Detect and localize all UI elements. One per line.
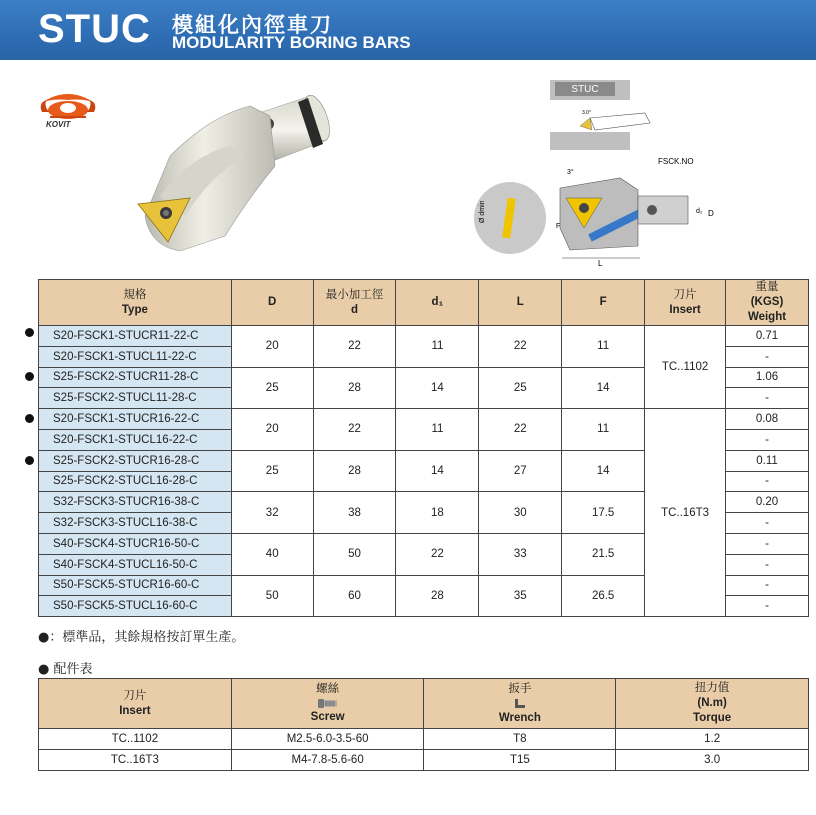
d1-cell: 28 bbox=[396, 575, 479, 617]
col-F: F bbox=[562, 280, 645, 326]
technical-drawing bbox=[470, 78, 730, 268]
drawing-D: D bbox=[708, 209, 714, 218]
acc-torque-cell: 1.2 bbox=[616, 729, 809, 750]
acc-wrench-cell: T8 bbox=[424, 729, 616, 750]
type-cell: S50-FSCK5-STUCR16-60-C bbox=[39, 575, 232, 596]
L-cell: 27 bbox=[479, 450, 562, 492]
acc-insert-cell: TC..1102 bbox=[39, 729, 232, 750]
min-d-cell: 50 bbox=[313, 533, 396, 575]
type-cell: S20-FSCK1-STUCR11-22-C bbox=[39, 326, 232, 347]
col-insert: 刀片 Insert bbox=[645, 280, 726, 326]
accessories-title: ● 配件表 bbox=[38, 662, 93, 677]
L-cell: 25 bbox=[479, 367, 562, 409]
product-code: STUC bbox=[38, 7, 151, 51]
drawing-L: L bbox=[598, 259, 603, 268]
drawing-F: F bbox=[556, 223, 561, 230]
col-type: 規格 Type bbox=[39, 280, 232, 326]
F-cell: 14 bbox=[562, 367, 645, 409]
type-cell: S25-FSCK2-STUCR16-28-C bbox=[39, 450, 232, 471]
type-cell: S32-FSCK3-STUCR16-38-C bbox=[39, 492, 232, 513]
title-chinese: 模組化內徑車刀 bbox=[172, 13, 333, 37]
col-min-d: 最小加工徑 d bbox=[313, 280, 396, 326]
D-cell: 20 bbox=[231, 409, 313, 451]
weight-cell: 0.08 bbox=[726, 409, 809, 430]
col-L: L bbox=[479, 280, 562, 326]
type-cell: S25-FSCK2-STUCR11-28-C bbox=[39, 367, 232, 388]
d1-cell: 22 bbox=[396, 533, 479, 575]
d1-cell: 11 bbox=[396, 409, 479, 451]
D-cell: 50 bbox=[231, 575, 313, 617]
weight-cell: - bbox=[726, 388, 809, 409]
L-cell: 30 bbox=[479, 492, 562, 534]
type-cell: S20-FSCK1-STUCL16-22-C bbox=[39, 429, 232, 450]
col-acc-insert: 刀片 Insert bbox=[39, 679, 232, 729]
min-d-cell: 60 bbox=[313, 575, 396, 617]
F-cell: 11 bbox=[562, 409, 645, 451]
min-d-cell: 22 bbox=[313, 326, 396, 368]
screw-icon bbox=[317, 698, 339, 709]
D-cell: 40 bbox=[231, 533, 313, 575]
weight-cell: - bbox=[726, 575, 809, 596]
acc-torque-cell: 3.0 bbox=[616, 750, 809, 771]
col-d1: d₁ bbox=[396, 280, 479, 326]
F-cell: 14 bbox=[562, 450, 645, 492]
standard-note: ●：標準品，其餘規格按訂單生產。 bbox=[38, 630, 245, 645]
table-row bbox=[39, 326, 809, 347]
insert-cell: TC..16T3 bbox=[645, 409, 726, 617]
standard-dot bbox=[25, 372, 34, 381]
D-cell: 25 bbox=[231, 450, 313, 492]
col-acc-screw: 螺絲 Screw bbox=[231, 679, 424, 729]
type-cell: S32-FSCK3-STUCL16-38-C bbox=[39, 513, 232, 534]
F-cell: 17.5 bbox=[562, 492, 645, 534]
weight-cell: - bbox=[726, 346, 809, 367]
col-acc-wrench: 扳手 Wrench bbox=[424, 679, 616, 729]
weight-cell: - bbox=[726, 471, 809, 492]
standard-markers bbox=[25, 326, 37, 621]
table-row bbox=[39, 409, 809, 430]
drawing-label-stuc: STUC bbox=[571, 84, 599, 95]
title-english: MODULARITY BORING BARS bbox=[172, 33, 411, 52]
drawing-angle: 3° bbox=[567, 169, 574, 176]
table-row bbox=[39, 750, 809, 771]
weight-cell: 0.71 bbox=[726, 326, 809, 347]
L-cell: 35 bbox=[479, 575, 562, 617]
drawing-d1: d₁ bbox=[696, 208, 703, 215]
d1-cell: 14 bbox=[396, 367, 479, 409]
weight-cell: - bbox=[726, 513, 809, 534]
F-cell: 26.5 bbox=[562, 575, 645, 617]
d1-cell: 18 bbox=[396, 492, 479, 534]
acc-insert-cell: TC..16T3 bbox=[39, 750, 232, 771]
weight-cell: - bbox=[726, 554, 809, 575]
standard-dot bbox=[25, 456, 34, 465]
table-row bbox=[39, 729, 809, 750]
D-cell: 25 bbox=[231, 367, 313, 409]
acc-wrench-cell: T15 bbox=[424, 750, 616, 771]
standard-dot bbox=[25, 328, 34, 337]
L-cell: 22 bbox=[479, 409, 562, 451]
min-d-cell: 28 bbox=[313, 367, 396, 409]
type-cell: S50-FSCK5-STUCL16-60-C bbox=[39, 596, 232, 617]
D-cell: 20 bbox=[231, 326, 313, 368]
type-cell: S40-FSCK4-STUCR16-50-C bbox=[39, 533, 232, 554]
L-cell: 22 bbox=[479, 326, 562, 368]
d1-cell: 11 bbox=[396, 326, 479, 368]
weight-cell: - bbox=[726, 429, 809, 450]
drawing-dmin: Ø dmin bbox=[479, 200, 486, 223]
drawing-angle-small: 3.0° bbox=[582, 110, 591, 116]
col-acc-torque: 扭力值 (N.m) Torque bbox=[616, 679, 809, 729]
insert-cell: TC..1102 bbox=[645, 326, 726, 409]
wrench-icon bbox=[513, 698, 527, 710]
spec-table bbox=[38, 279, 809, 617]
weight-cell: - bbox=[726, 596, 809, 617]
spec-header-row bbox=[39, 280, 809, 326]
min-d-cell: 38 bbox=[313, 492, 396, 534]
min-d-cell: 28 bbox=[313, 450, 396, 492]
brand-name: KOVIT bbox=[46, 120, 71, 129]
product-image bbox=[130, 86, 350, 266]
weight-cell: 0.11 bbox=[726, 450, 809, 471]
acc-screw-cell: M4-7.8-5.6-60 bbox=[231, 750, 424, 771]
L-cell: 33 bbox=[479, 533, 562, 575]
min-d-cell: 22 bbox=[313, 409, 396, 451]
type-cell: S40-FSCK4-STUCL16-50-C bbox=[39, 554, 232, 575]
accessories-header-row bbox=[39, 679, 809, 729]
accessories-table bbox=[38, 678, 809, 771]
type-cell: S20-FSCK1-STUCR16-22-C bbox=[39, 409, 232, 430]
type-cell: S25-FSCK2-STUCL11-28-C bbox=[39, 388, 232, 409]
acc-screw-cell: M2.5-6.0-3.5-60 bbox=[231, 729, 424, 750]
drawing-screw-label: FSCK.NO bbox=[658, 157, 694, 166]
weight-cell: - bbox=[726, 533, 809, 554]
F-cell: 11 bbox=[562, 326, 645, 368]
header-banner bbox=[0, 0, 816, 60]
standard-dot bbox=[25, 414, 34, 423]
F-cell: 21.5 bbox=[562, 533, 645, 575]
col-weight: 重量 (KGS) Weight bbox=[726, 280, 809, 326]
D-cell: 32 bbox=[231, 492, 313, 534]
weight-cell: 0.20 bbox=[726, 492, 809, 513]
type-cell: S25-FSCK2-STUCL16-28-C bbox=[39, 471, 232, 492]
d1-cell: 14 bbox=[396, 450, 479, 492]
type-cell: S20-FSCK1-STUCL11-22-C bbox=[39, 346, 232, 367]
col-D: D bbox=[231, 280, 313, 326]
weight-cell: 1.06 bbox=[726, 367, 809, 388]
